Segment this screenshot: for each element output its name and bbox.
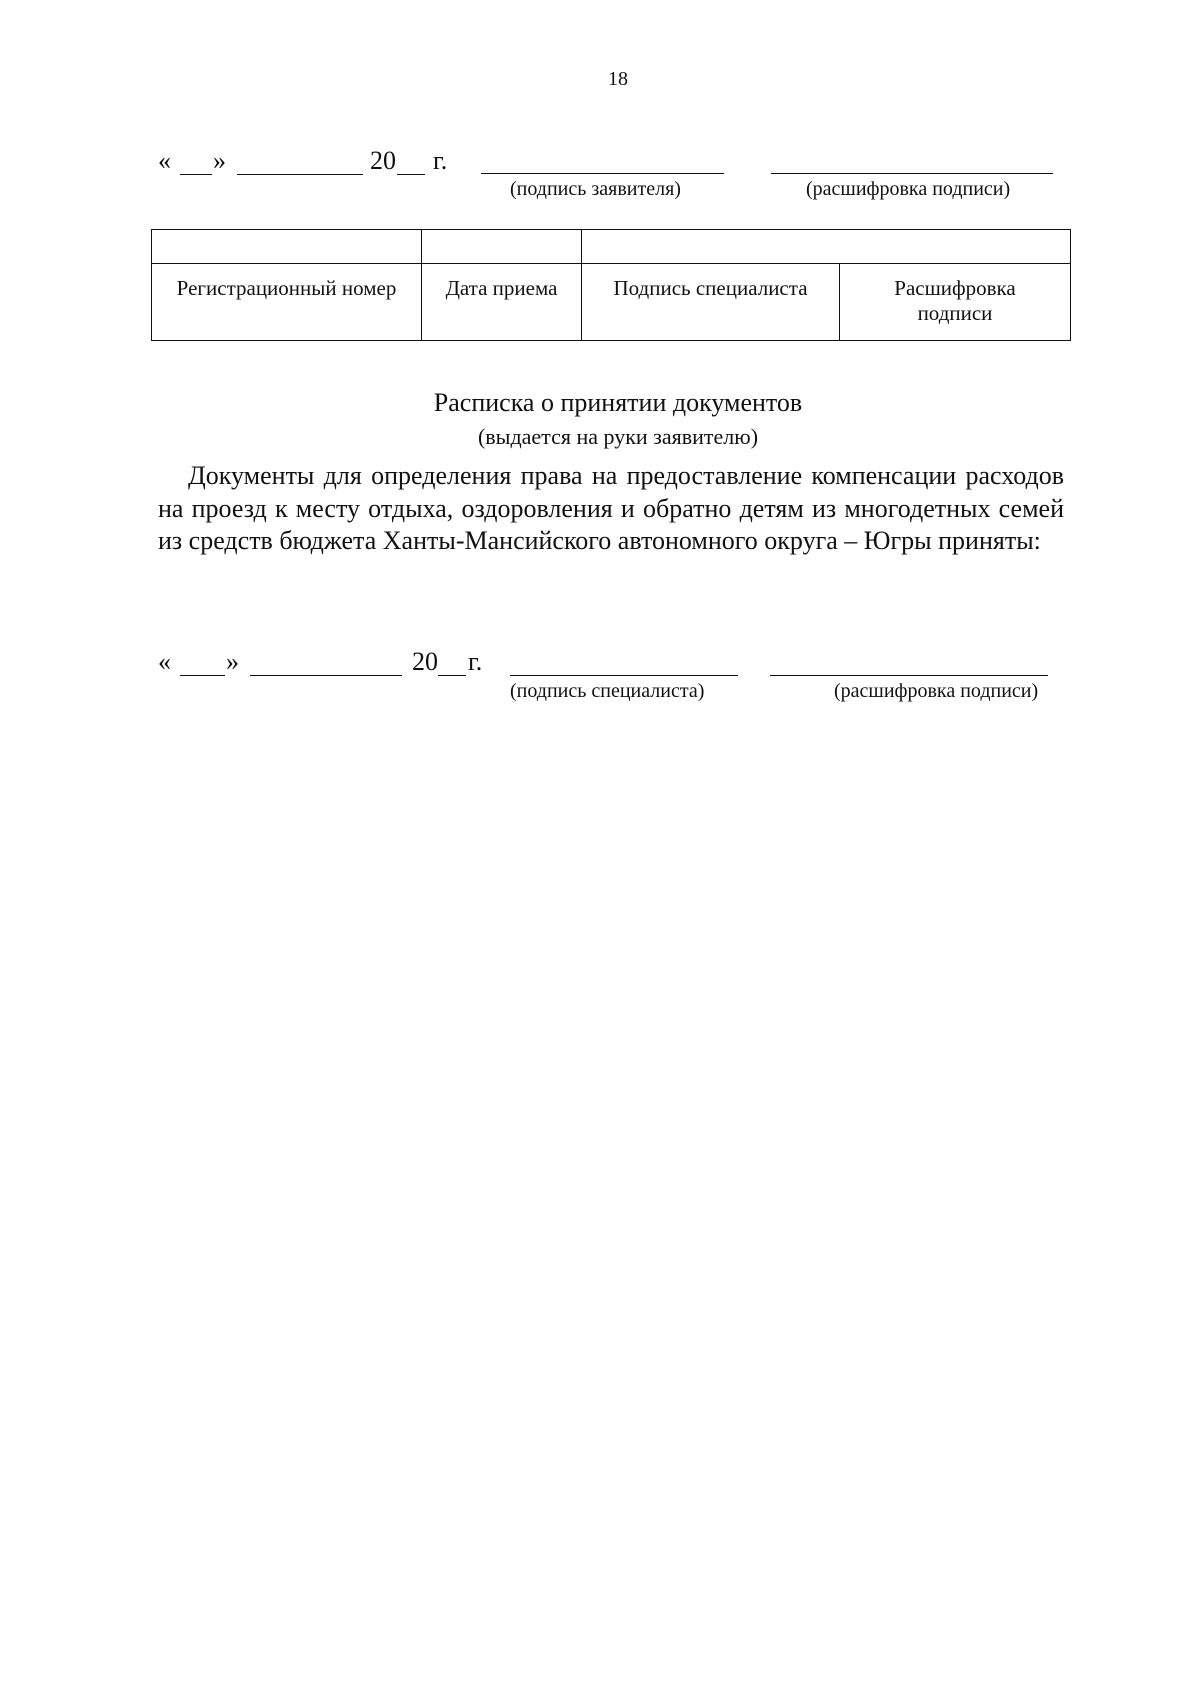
applicant-signature-line: [481, 173, 724, 174]
receipt-subtitle: (выдается на руки заявителю): [477, 424, 759, 449]
header-signature-decoding: Расшифровка подписи: [840, 264, 1071, 341]
year-prefix: 20: [370, 146, 396, 175]
year-prefix: 20: [412, 647, 438, 676]
page-number: 18: [608, 68, 628, 90]
receipt-body: Документы для определения права на предоставление компенсации расходов на проезд к месту отдыха, оздоровления и обратно детям из многодетных семей из средств бюджета Ханты-Мансийского автономного округа – Югры приняты:: [158, 461, 1064, 555]
month-blank: [237, 174, 363, 175]
table-row-headers: [152, 264, 1071, 341]
day-blank: [180, 675, 225, 676]
year-suffix: г.: [468, 647, 483, 676]
month-blank: [250, 675, 402, 676]
header-registration-number: Регистрационный номер: [152, 264, 422, 341]
close-quote: »: [226, 647, 239, 676]
open-quote: «: [158, 146, 171, 175]
specialist-signature-caption: (подпись специалиста): [510, 680, 705, 702]
specialist-signature-line: [510, 675, 738, 676]
close-quote: »: [213, 146, 226, 175]
day-blank: [180, 174, 212, 175]
table-cell-blank: [582, 230, 1071, 264]
receipt-title: Расписка о принятии документов: [433, 388, 803, 417]
specialist-decoding-caption: (расшифровка подписи): [834, 680, 1039, 702]
year-suffix: г.: [433, 146, 448, 175]
applicant-decoding-caption: (расшифровка подписи): [806, 178, 1011, 200]
year-blank: [397, 174, 425, 175]
table-cell-blank: [152, 230, 422, 264]
open-quote: «: [158, 647, 171, 676]
specialist-decoding-line: [770, 675, 1048, 676]
applicant-signature-caption: (подпись заявителя): [510, 178, 681, 200]
table-cell-blank: [422, 230, 582, 264]
header-acceptance-date: Дата приема: [422, 264, 582, 341]
header-specialist-signature: Подпись специалиста: [582, 264, 840, 341]
table-row-blank: [152, 230, 1071, 264]
year-blank: [438, 675, 466, 676]
applicant-decoding-line: [771, 173, 1053, 174]
registration-table: [151, 229, 1071, 341]
